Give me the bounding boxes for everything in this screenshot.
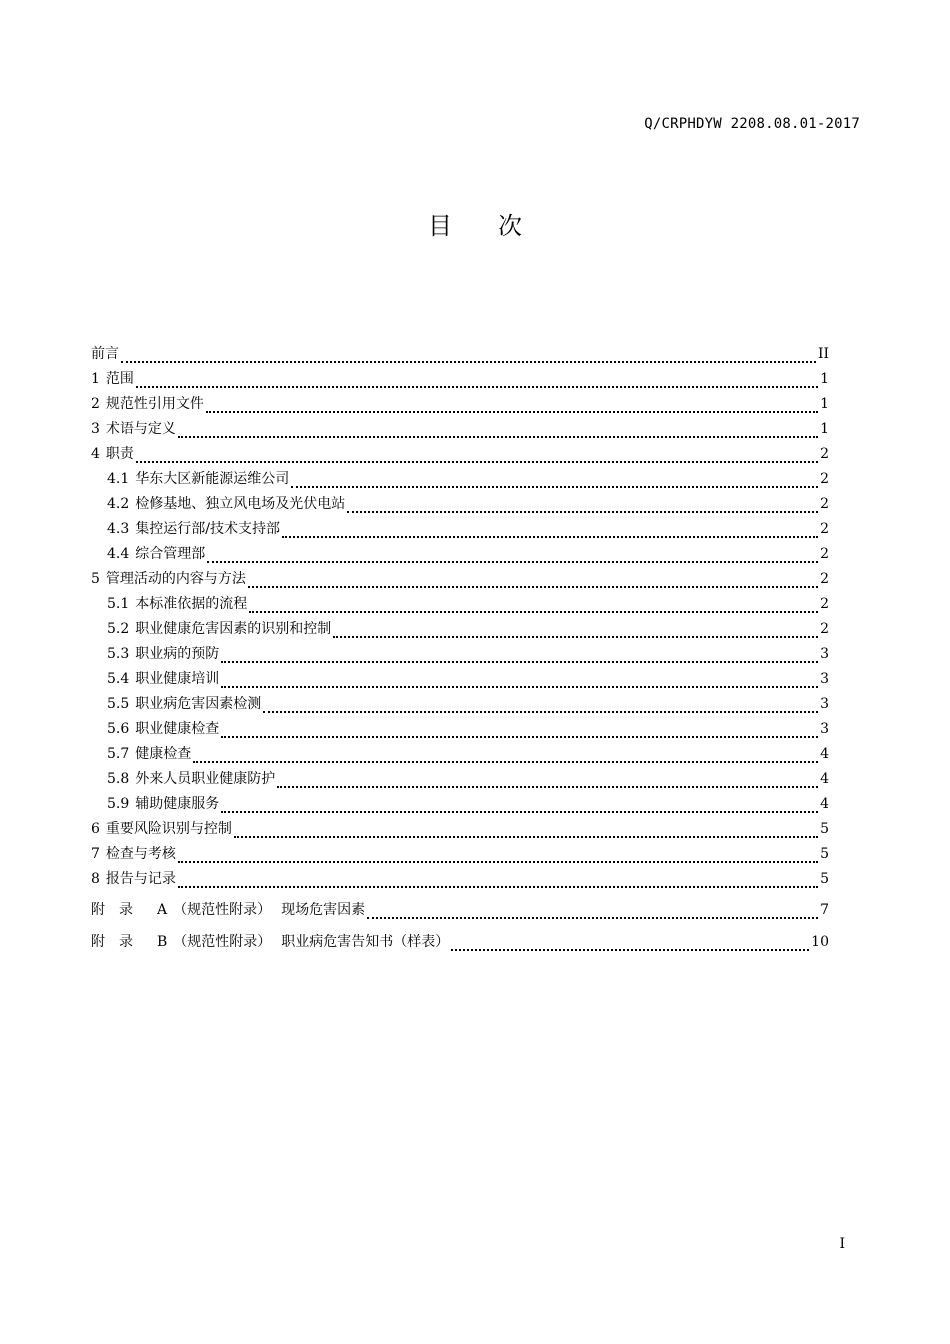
toc-entry[interactable] <box>91 643 829 668</box>
toc-entry[interactable] <box>91 518 829 543</box>
toc-entry-label <box>91 368 134 388</box>
leader-dots <box>193 761 818 763</box>
toc-entry-title: 职业健康危害因素的识别和控制 <box>135 621 332 637</box>
toc-entry-number: 5.9 <box>107 796 130 812</box>
toc-entry-page: II <box>817 346 829 362</box>
appendix-label <box>91 931 449 951</box>
toc-entry-label <box>91 818 232 838</box>
toc-entry-title: 职业病的预防 <box>135 646 220 662</box>
appendix-page: 7 <box>820 902 829 918</box>
leader-dots <box>248 586 818 588</box>
toc-entry-number: 5.7 <box>107 746 130 762</box>
toc-entry[interactable] <box>91 368 829 393</box>
toc-entry-title: 规范性引用文件 <box>105 396 204 412</box>
toc-entry-title: 华东大区新能源运维公司 <box>135 471 290 487</box>
leader-dots <box>206 411 818 413</box>
toc-entry-label <box>91 843 176 863</box>
toc-entry-number: 4.1 <box>107 471 130 487</box>
toc-entry-title: 重要风险识别与控制 <box>105 821 232 837</box>
appendix-letter: A <box>157 902 168 918</box>
toc-entry-page: 2 <box>820 521 829 537</box>
toc-entry-number: 7 <box>91 846 100 862</box>
toc-entry-label <box>107 768 275 788</box>
toc-entry-title: 职业病危害因素检测 <box>135 696 262 712</box>
toc-entry-page: 2 <box>820 621 829 637</box>
toc-entry-page: 2 <box>820 446 829 462</box>
toc-entry[interactable] <box>91 443 829 468</box>
leader-dots <box>136 386 818 388</box>
toc-entry-number: 4.4 <box>107 546 130 562</box>
toc-entry-page: 3 <box>820 721 829 737</box>
toc-entry-label <box>91 343 119 363</box>
toc-entry-page: 5 <box>820 871 829 887</box>
toc-entry-title: 辅助健康服务 <box>135 796 220 812</box>
leader-dots <box>178 886 818 888</box>
toc-entry-title: 检修基地、独立风电场及光伏电站 <box>135 496 346 512</box>
toc-entry-title: 职业健康培训 <box>135 671 220 687</box>
toc-entry-number: 5.8 <box>107 771 130 787</box>
toc-entry[interactable] <box>91 418 829 443</box>
toc-entry-number: 1 <box>91 371 100 387</box>
toc-entry-label <box>91 418 176 438</box>
leader-dots <box>277 786 818 788</box>
toc-entry-page: 2 <box>820 596 829 612</box>
toc-entry-title: 职业健康检查 <box>135 721 220 737</box>
toc-entry-label <box>107 693 261 713</box>
toc-entry-number: 3 <box>91 421 100 437</box>
toc-entry-label <box>107 493 345 513</box>
toc-entry[interactable] <box>91 468 829 493</box>
toc-entry-page: 5 <box>820 821 829 837</box>
toc-entry-title: 检查与考核 <box>105 846 176 862</box>
appendix-page: 10 <box>811 934 829 950</box>
toc-entry-title: 报告与记录 <box>105 871 176 887</box>
toc-entry-page: 2 <box>820 571 829 587</box>
toc-entry-label <box>107 593 247 613</box>
toc-entry[interactable] <box>91 793 829 818</box>
toc-entry-number: 5.6 <box>107 721 130 737</box>
leader-dots <box>221 736 818 738</box>
toc-entry-page: 2 <box>820 546 829 562</box>
toc-entry-title: 集控运行部/技术支持部 <box>135 521 280 537</box>
toc-entry-number: 6 <box>91 821 100 837</box>
toc-entry-number: 4.3 <box>107 521 130 537</box>
leader-dots <box>282 536 818 538</box>
toc-entry-number: 2 <box>91 396 100 412</box>
appendix-label <box>91 899 365 919</box>
leader-dots <box>207 561 818 563</box>
toc-entry-label <box>107 518 280 538</box>
toc-entry-title: 本标准依据的流程 <box>135 596 248 612</box>
leader-dots <box>234 836 818 838</box>
toc-appendix-entry[interactable] <box>91 931 829 957</box>
appendix-kind: （规范性附录） <box>173 902 272 918</box>
toc-entry-title: 前言 <box>91 346 119 362</box>
toc-entry-page: 5 <box>820 846 829 862</box>
toc-entry-label <box>91 568 246 588</box>
toc-entry-label <box>91 393 204 413</box>
toc-entry-page: 1 <box>820 371 829 387</box>
toc-entry-label <box>107 643 219 663</box>
toc-entry-page: 2 <box>820 471 829 487</box>
toc-entry-label <box>107 668 219 688</box>
leader-dots <box>221 661 818 663</box>
leader-dots <box>263 711 818 713</box>
toc-entry-page: 4 <box>820 746 829 762</box>
toc-entry-title: 职责 <box>105 446 134 462</box>
toc-entry[interactable] <box>91 493 829 518</box>
leader-dots <box>249 611 818 613</box>
toc-entry[interactable] <box>91 843 829 868</box>
leader-dots <box>221 811 818 813</box>
toc-entry-title: 健康检查 <box>135 746 192 762</box>
appendix-title: 现场危害因素 <box>281 902 366 918</box>
appendix-letter: B <box>157 934 168 950</box>
toc-entry-number: 8 <box>91 871 100 887</box>
toc-entry[interactable] <box>91 818 829 843</box>
toc-entry-title: 综合管理部 <box>135 546 206 562</box>
leader-dots <box>121 361 816 363</box>
toc-entry-page: 3 <box>820 646 829 662</box>
toc-entry-page: 3 <box>820 696 829 712</box>
toc-entry[interactable] <box>91 768 829 793</box>
leader-dots <box>221 686 818 688</box>
toc-entry[interactable] <box>91 868 829 893</box>
toc-entry[interactable] <box>91 743 829 768</box>
toc-entry[interactable] <box>91 593 829 618</box>
toc-entry-page: 4 <box>820 796 829 812</box>
leader-dots <box>347 511 818 513</box>
leader-dots <box>178 436 818 438</box>
toc-entry-label <box>107 618 331 638</box>
leader-dots <box>451 949 809 951</box>
toc-entry-number: 5.5 <box>107 696 130 712</box>
appendix-prefix: 附录 <box>91 902 147 918</box>
toc-entry-number: 5.1 <box>107 596 130 612</box>
toc-entry-title: 术语与定义 <box>105 421 176 437</box>
toc-entry-label <box>91 868 176 888</box>
appendix-title: 职业病危害告知书（样表） <box>281 934 450 950</box>
toc-entry-label <box>107 793 219 813</box>
toc-entry[interactable] <box>91 718 829 743</box>
toc-entry-label <box>107 468 289 488</box>
toc-entry[interactable] <box>91 543 829 568</box>
toc-entry-page: 2 <box>820 496 829 512</box>
toc-entry[interactable] <box>91 343 829 368</box>
leader-dots <box>367 917 818 919</box>
leader-dots <box>291 486 818 488</box>
toc-entry-number: 5.4 <box>107 671 130 687</box>
page-title: 目次 <box>428 212 568 240</box>
toc-entry-number: 4 <box>91 446 100 462</box>
toc-entry-label <box>107 718 219 738</box>
leader-dots <box>178 861 818 863</box>
toc-entry[interactable] <box>91 618 829 643</box>
toc-entry-label <box>107 743 191 763</box>
toc-entry-page: 3 <box>820 671 829 687</box>
appendix-kind: （规范性附录） <box>173 934 272 950</box>
toc-entry[interactable] <box>91 568 829 593</box>
leader-dots <box>136 461 818 463</box>
toc-entry-page: 1 <box>820 421 829 437</box>
toc-entry-title: 外来人员职业健康防护 <box>135 771 276 787</box>
appendix-prefix: 附录 <box>91 934 147 950</box>
toc-entry[interactable] <box>91 393 829 418</box>
toc-entry-number: 4.2 <box>107 496 130 512</box>
toc-entry-number: 5.3 <box>107 646 130 662</box>
leader-dots <box>333 636 818 638</box>
toc-entry-title: 管理活动的内容与方法 <box>105 571 246 587</box>
table-of-contents <box>91 343 829 957</box>
toc-appendix-entry[interactable] <box>91 899 829 925</box>
toc-entry-title: 范围 <box>105 371 134 387</box>
toc-entry-number: 5 <box>91 571 100 587</box>
toc-entry[interactable] <box>91 668 829 693</box>
toc-entry-label <box>91 443 134 463</box>
toc-entry-label <box>107 543 205 563</box>
toc-entry-page: 1 <box>820 396 829 412</box>
page-number: I <box>839 1236 845 1252</box>
document-code: Q/CRPHDYW 2208.08.01-2017 <box>644 116 860 132</box>
toc-entry[interactable] <box>91 693 829 718</box>
toc-entry-number: 5.2 <box>107 621 130 637</box>
toc-entry-page: 4 <box>820 771 829 787</box>
